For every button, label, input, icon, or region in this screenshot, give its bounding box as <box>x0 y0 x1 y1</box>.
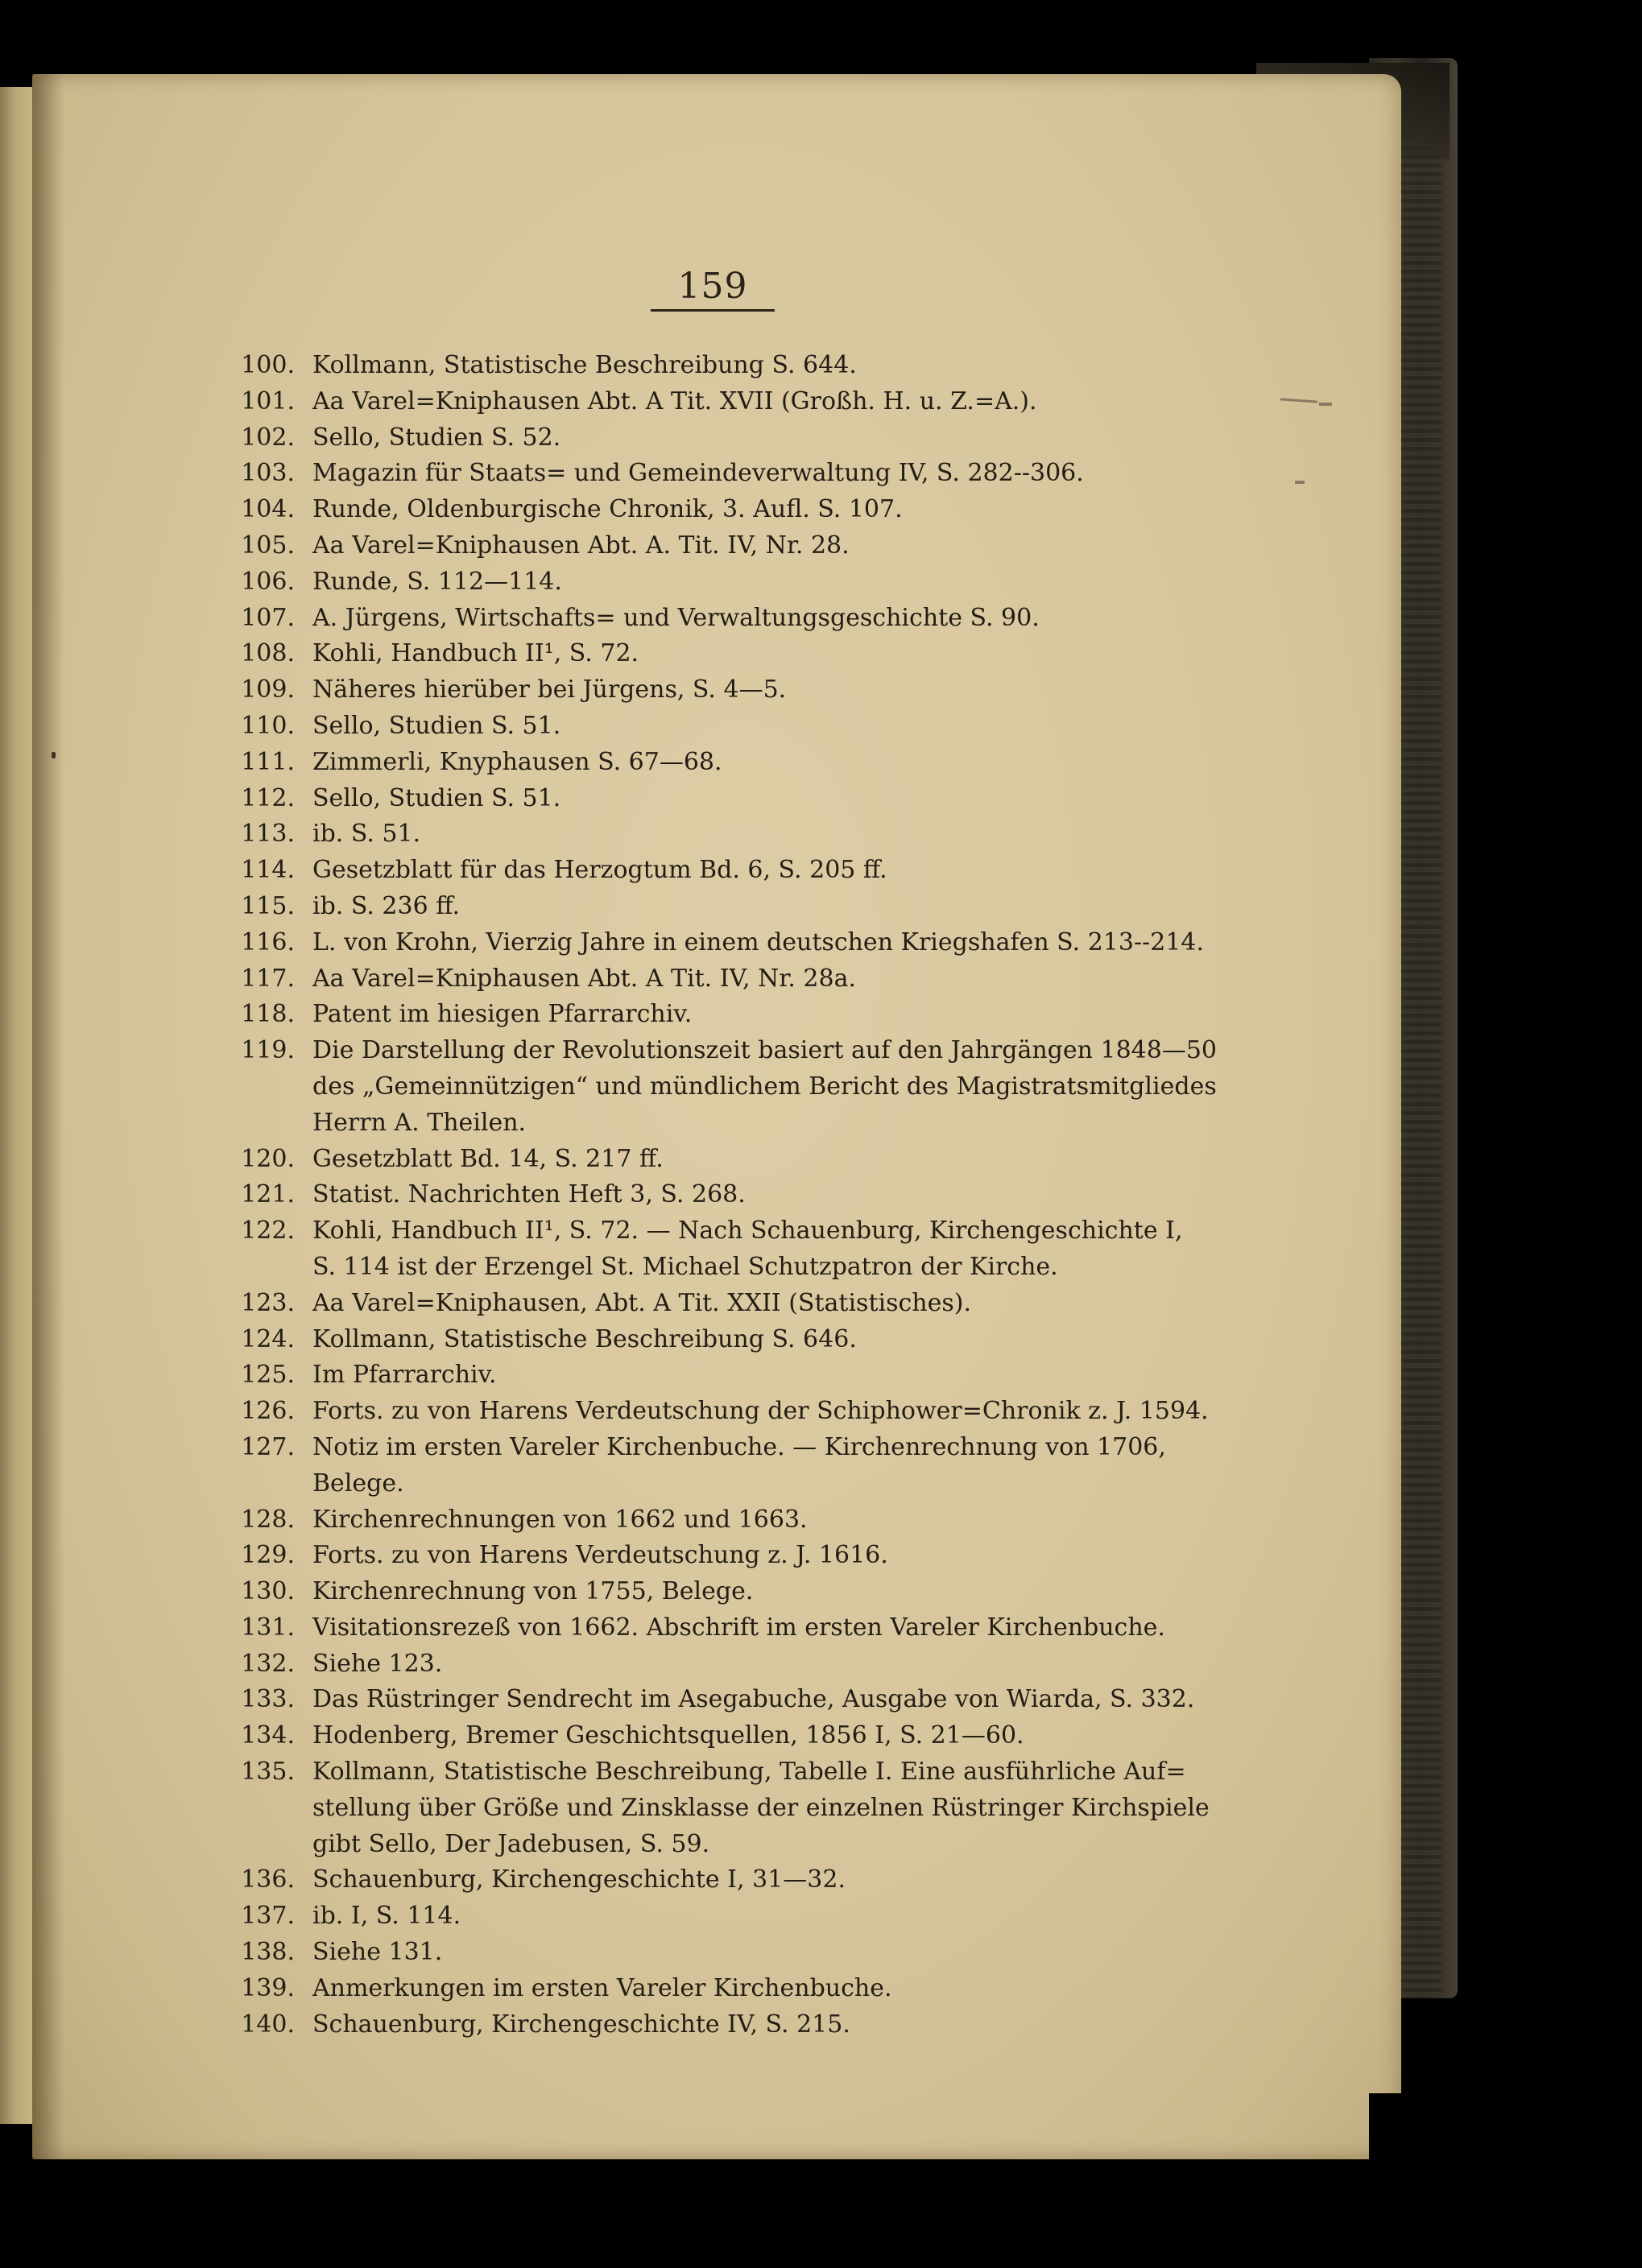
margin-pencil-mark <box>1319 403 1332 406</box>
endnote-number: 130. <box>241 1577 295 1606</box>
endnote-number: 133. <box>241 1685 295 1714</box>
endnote-item <box>230 997 1228 1033</box>
endnote-number: 126. <box>241 1397 295 1426</box>
endnote-number: 127. <box>241 1432 295 1461</box>
endnote-number: 139. <box>241 1973 295 2002</box>
endnote-text: Zimmerli, Knyphausen S. 67—68. <box>312 747 722 776</box>
endnote-number: 135. <box>241 1758 295 1787</box>
endnote-number: 116. <box>241 927 295 956</box>
endnote-item <box>230 1718 1228 1754</box>
endnote-item <box>230 1574 1228 1610</box>
endnote-number: 104. <box>241 495 295 524</box>
endnote-text: Kollmann, Statistische Beschreibung S. 646. <box>312 1324 857 1353</box>
endnote-number: 103. <box>241 459 295 488</box>
endnote-number: 136. <box>241 1865 295 1894</box>
endnote-item <box>230 889 1228 925</box>
endnote-item <box>230 1033 1228 1141</box>
endnote-text: Schauenburg, Kirchengeschichte IV, S. 215. <box>312 2010 850 2039</box>
endnote-item <box>230 1682 1228 1718</box>
endnote-item <box>230 708 1228 745</box>
endnote-item <box>230 1394 1228 1430</box>
page-number: 159 <box>677 266 748 307</box>
endnote-text: Forts. zu von Harens Verdeutschung z. J. 1616. <box>312 1541 888 1570</box>
endnote-text: ib. I, S. 114. <box>312 1902 461 1931</box>
endnote-text: Schauenburg, Kirchengeschichte I, 31—32. <box>312 1865 846 1894</box>
endnote-number: 129. <box>241 1541 295 1570</box>
endnote-item <box>230 1213 1228 1286</box>
endnote-number: 128. <box>241 1505 295 1534</box>
endnote-text: Runde, Oldenburgische Chronik, 3. Aufl. S. 107. <box>312 495 903 524</box>
endnote-item <box>230 348 1228 384</box>
endnote-item <box>230 1177 1228 1213</box>
endnote-number: 102. <box>241 423 295 452</box>
endnote-item <box>230 1142 1228 1178</box>
endnote-number: 119. <box>241 1036 295 1065</box>
endnote-text: Statist. Nachrichten Heft 3, S. 268. <box>312 1180 746 1209</box>
endnote-text: Siehe 131. <box>312 1938 443 1967</box>
paper-speck <box>52 752 56 758</box>
endnote-text: Kohli, Handbuch II¹, S. 72. — Nach Schauenburg, Kirchengeschichte I, S. 114 ist der Erzengel St. Michael Schutzpatron der Kirche. <box>312 1217 1183 1281</box>
endnote-item <box>230 1971 1228 2007</box>
endnote-item <box>230 1357 1228 1394</box>
endnote-number: 113. <box>241 820 295 849</box>
endnote-item <box>230 853 1228 889</box>
endnote-number: 100. <box>241 351 295 379</box>
endnote-text: Aa Varel=Kniphausen Abt. A. Tit. IV, Nr. 28. <box>312 531 850 560</box>
endnote-text: A. Jürgens, Wirtschafts= und Verwaltungsgeschichte S. 90. <box>312 603 1040 632</box>
page-number-underline <box>651 309 775 312</box>
endnote-number: 101. <box>241 386 295 415</box>
endnote-text: ib. S. 236 ff. <box>312 891 461 920</box>
endnote-text: Forts. zu von Harens Verdeutschung der Schiphower=Chronik z. J. 1594. <box>312 1397 1209 1426</box>
endnote-number: 106. <box>241 567 295 596</box>
endnotes-list <box>230 348 1228 2043</box>
endnote-item <box>230 1935 1228 1971</box>
endnote-number: 115. <box>241 891 295 920</box>
endnote-item <box>230 420 1228 456</box>
endnote-number: 122. <box>241 1217 295 1246</box>
cover-binding-edge <box>1401 105 1441 1997</box>
endnote-number: 107. <box>241 603 295 632</box>
endnote-number: 138. <box>241 1938 295 1967</box>
endnote-number: 120. <box>241 1144 295 1173</box>
endnote-item <box>230 745 1228 781</box>
endnote-text: Kirchenrechnung von 1755, Belege. <box>312 1577 754 1606</box>
endnote-item <box>230 1754 1228 1862</box>
endnote-item <box>230 564 1228 601</box>
endnote-item <box>230 636 1228 672</box>
endnote-item <box>230 925 1228 961</box>
endnote-text: L. von Krohn, Vierzig Jahre in einem deutschen Kriegshafen S. 213--214. <box>312 927 1205 956</box>
endnote-text: Näheres hierüber bei Jürgens, S. 4—5. <box>312 675 787 704</box>
endnote-item <box>230 672 1228 708</box>
endnote-item <box>230 816 1228 853</box>
endnote-item <box>230 528 1228 564</box>
endnote-item <box>230 1286 1228 1322</box>
endnote-number: 132. <box>241 1649 295 1678</box>
endnote-item <box>230 1322 1228 1358</box>
endnote-number: 105. <box>241 531 295 560</box>
endnote-number: 121. <box>241 1180 295 1209</box>
endnote-text: Die Darstellung der Revolutionszeit basiert auf den Jahrgängen 1848—50 des „Gemeinnützigen“ und mündlichem Bericht des Magistratsmitgliedes Herrn A. Theilen. <box>312 1036 1218 1137</box>
endnote-item <box>230 1430 1228 1502</box>
endnote-text: Kohli, Handbuch II¹, S. 72. <box>312 639 639 668</box>
endnote-text: Sello, Studien S. 52. <box>312 423 561 452</box>
endnote-text: Sello, Studien S. 51. <box>312 711 561 740</box>
endnote-text: Hodenberg, Bremer Geschichtsquellen, 1856 I, S. 21—60. <box>312 1721 1024 1750</box>
endnote-text: Kollmann, Statistische Beschreibung, Tabelle I. Eine ausführliche Auf= stellung über Größe und Zinsklasse der einzelnen Rüstringer Kirchspiele gibt Sello, Der Jadebusen, S. 59. <box>312 1758 1210 1858</box>
endnote-number: 140. <box>241 2010 295 2039</box>
endnote-item <box>230 1502 1228 1539</box>
endnote-number: 109. <box>241 675 295 704</box>
endnote-text: Aa Varel=Kniphausen Abt. A Tit. XVII (Großh. H. u. Z.=A.). <box>312 386 1037 415</box>
endnote-number: 112. <box>241 783 295 812</box>
endnote-number: 114. <box>241 856 295 885</box>
endnote-text: Aa Varel=Kniphausen, Abt. A Tit. XXII (Statistisches). <box>312 1288 971 1317</box>
endnote-text: Notiz im ersten Vareler Kirchenbuche. — Kirchenrechnung von 1706, Belege. <box>312 1432 1166 1498</box>
endnote-number: 125. <box>241 1361 295 1390</box>
endnote-item <box>230 1610 1228 1646</box>
endnote-number: 118. <box>241 1000 295 1029</box>
endnote-text: Im Pfarrarchiv. <box>312 1361 497 1390</box>
endnote-number: 110. <box>241 711 295 740</box>
endnote-item <box>230 1862 1228 1898</box>
endnote-number: 117. <box>241 964 295 993</box>
endnote-text: ib. S. 51. <box>312 820 421 849</box>
endnote-item <box>230 456 1228 492</box>
endnote-text: Magazin für Staats= und Gemeindeverwaltung IV, S. 282--306. <box>312 459 1084 488</box>
endnote-item <box>230 492 1228 528</box>
endnote-item <box>230 384 1228 420</box>
endnote-number: 124. <box>241 1324 295 1353</box>
endnote-number: 137. <box>241 1902 295 1931</box>
page-gutter-shadow <box>32 74 64 2159</box>
endnote-item <box>230 961 1228 998</box>
endnote-text: Gesetzblatt Bd. 14, S. 217 ff. <box>312 1144 664 1173</box>
endnote-text: Das Rüstringer Sendrecht im Asegabuche, Ausgabe von Wiarda, S. 332. <box>312 1685 1195 1714</box>
margin-pencil-mark <box>1295 481 1305 484</box>
endnote-item <box>230 1898 1228 1935</box>
endnote-item <box>230 2007 1228 2043</box>
endnote-number: 108. <box>241 639 295 668</box>
background-corner <box>1369 2093 1642 2268</box>
endnote-text: Anmerkungen im ersten Vareler Kirchenbuche. <box>312 1973 892 2002</box>
endnote-item <box>230 1646 1228 1683</box>
endnote-item <box>230 601 1228 637</box>
endnote-text: Runde, S. 112—114. <box>312 567 562 596</box>
endnote-text: Visitationsrezeß von 1662. Abschrift im ersten Vareler Kirchenbuche. <box>312 1613 1165 1642</box>
endnote-number: 123. <box>241 1288 295 1317</box>
endnote-text: Aa Varel=Kniphausen Abt. A Tit. IV, Nr. 28a. <box>312 964 857 993</box>
endnote-text: Patent im hiesigen Pfarrarchiv. <box>312 1000 693 1029</box>
endnote-text: Kirchenrechnungen von 1662 und 1663. <box>312 1505 808 1534</box>
endnote-item <box>230 781 1228 817</box>
endnote-number: 111. <box>241 747 295 776</box>
endnote-number: 131. <box>241 1613 295 1642</box>
endnote-text: Siehe 123. <box>312 1649 443 1678</box>
endnote-item <box>230 1538 1228 1574</box>
endnote-number: 134. <box>241 1721 295 1750</box>
endnote-text: Sello, Studien S. 51. <box>312 783 561 812</box>
endnote-text: Gesetzblatt für das Herzogtum Bd. 6, S. 205 ff. <box>312 856 887 885</box>
endnote-text: Kollmann, Statistische Beschreibung S. 644. <box>312 351 857 379</box>
